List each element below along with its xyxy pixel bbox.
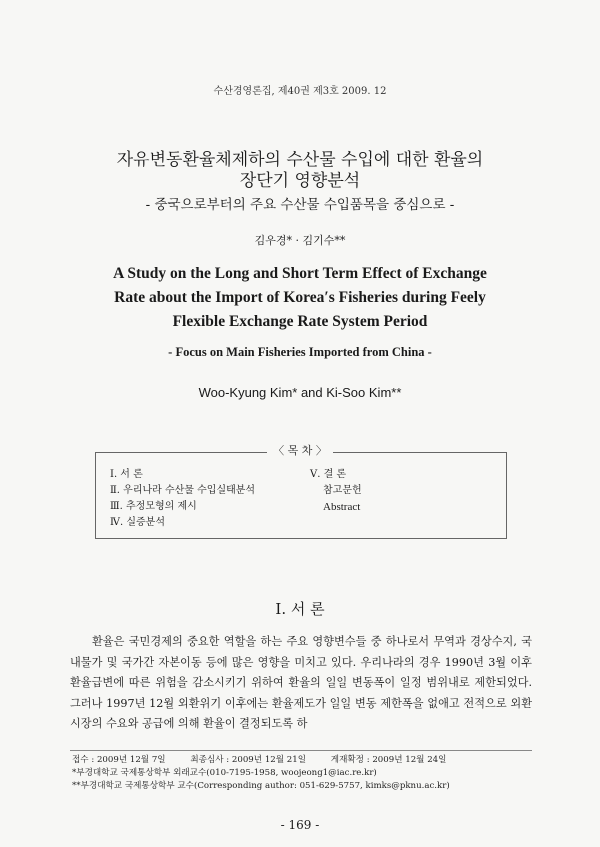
section-heading: Ⅰ. 서 론 xyxy=(275,600,325,618)
title-english xyxy=(0,262,600,334)
toc-header-label: 〈 목 차 〉 xyxy=(267,444,333,457)
body-text xyxy=(70,632,532,735)
footnote-dates xyxy=(72,754,532,767)
toc-item: 참고문헌 xyxy=(323,485,362,496)
title-english-line-3: Flexible Exchange Rate System Period xyxy=(172,313,428,330)
authors-korean: 김우경* · 김기수** xyxy=(254,234,346,247)
journal-header: 수산경영론집, 제40권 제3호 2009. 12 xyxy=(213,86,387,97)
toc-left-column xyxy=(110,467,255,531)
authors-english: Woo-Kyung Kim* and Ki-Soo Kim** xyxy=(198,385,402,400)
title-english-line-1: A Study on the Long and Short Term Effect of Exchange xyxy=(113,265,487,282)
page-number: - 169 - xyxy=(280,818,320,832)
footnote-divider xyxy=(70,750,532,751)
toc-item: Ⅱ. 우리나라 수산물 수입실태분석 xyxy=(110,485,256,496)
toc-item: Abstract xyxy=(323,501,361,513)
footnote-author-1: *부경대학교 국제통상학부 외래교수(010-7195-1958, woojeong1@iac.re.kr) xyxy=(72,768,377,778)
toc-right-column xyxy=(310,467,362,515)
received-date: 접수 : 2009년 12월 7일 xyxy=(72,755,166,765)
title-korean-line-1: 자유변동환율체제하의 수산물 수입에 대한 환율의 xyxy=(116,150,484,170)
subtitle-english: - Focus on Main Fisheries Imported from China - xyxy=(168,345,432,359)
title-korean-line-2: 장단기 영향분석 xyxy=(239,171,361,191)
toc-item: Ⅴ. 결 론 xyxy=(310,469,347,480)
body-paragraph: 환율은 국민경제의 중요한 역할을 하는 주요 영향변수들 중 하나로서 무역과 경상수지, 국내물가 및 국가간 자본이동 등에 많은 영향을 미치고 있다. 우리나라의 경우 1990년 3월 이후 환율급변에 따른 위험을 감소시키기 위하여 환율의 일일 변동폭이 일정 범위내로 제한되었다. 그러나 1997년 12월 외환위기 이후에는 환율제도가 일일 변동 제한폭을 없애고 전적으로 외환시장의 수요와 공급에 의해 환율이 결정되도록 하 xyxy=(70,635,532,730)
accept-date: 게재확정 : 2009년 12월 24일 xyxy=(330,755,447,765)
review-date: 최종심사 : 2009년 12월 21일 xyxy=(190,755,307,765)
toc-header xyxy=(0,442,600,458)
subtitle-korean: - 중국으로부터의 주요 수산물 수입품목을 중심으로 - xyxy=(145,197,455,213)
toc-item: Ⅳ. 실증분석 xyxy=(110,517,165,528)
footnote-author-2: **부경대학교 국제통상학부 교수(Corresponding author: 051-629-5757, kimks@pknu.ac.kr) xyxy=(72,781,450,791)
footnotes xyxy=(72,754,532,793)
toc-item: Ⅲ. 추정모형의 제시 xyxy=(110,501,197,512)
title-english-line-2: Rate about the Import of Korea′s Fisheries during Feely xyxy=(114,289,486,306)
toc-item: Ⅰ. 서 론 xyxy=(110,469,143,480)
title-korean xyxy=(0,150,600,192)
